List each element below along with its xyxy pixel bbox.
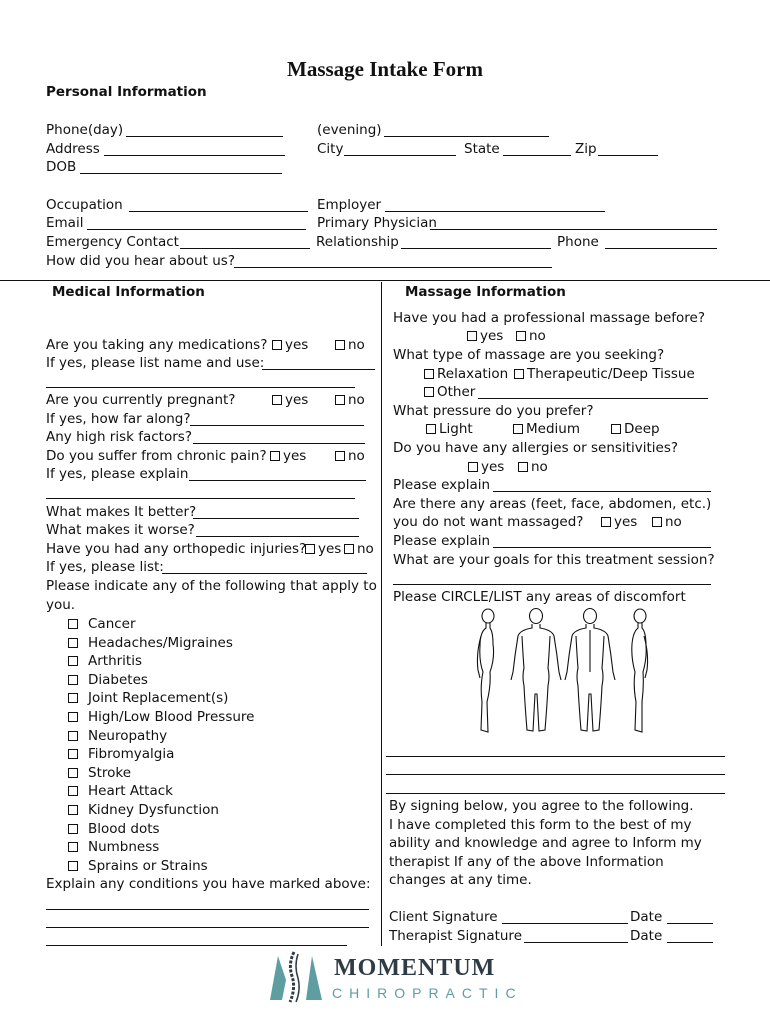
better-label: What makes It better? <box>46 504 197 520</box>
condition-item[interactable] <box>68 690 228 707</box>
city-field[interactable] <box>344 155 456 156</box>
therapist-date-field[interactable] <box>667 942 713 943</box>
checkbox-icon[interactable] <box>68 693 78 703</box>
list-name-field[interactable] <box>262 369 375 370</box>
agreement-line: By signing below, you agree to the following. <box>389 798 694 814</box>
allergies-label: Do you have any allergies or sensitivities? <box>393 440 679 456</box>
pregnant-label: Are you currently pregnant? <box>46 392 236 408</box>
areas-yes[interactable] <box>601 514 637 531</box>
medium-option[interactable] <box>513 421 580 438</box>
checkbox-icon[interactable] <box>68 619 78 629</box>
checkbox-icon[interactable] <box>424 369 434 379</box>
allergies-no[interactable] <box>518 459 548 476</box>
light-option[interactable] <box>426 421 473 438</box>
agreement-line: ability and knowledge and agree to Inform my <box>389 835 702 852</box>
please-list-field[interactable] <box>162 573 367 574</box>
checkbox-icon[interactable] <box>68 805 78 815</box>
condition-item[interactable] <box>68 709 255 726</box>
condition-item[interactable] <box>68 802 219 819</box>
relationship-label: Relationship <box>316 234 399 250</box>
yes-label: yes <box>285 337 309 353</box>
pregnant-yes[interactable] <box>272 392 308 409</box>
phone-day-field[interactable] <box>126 136 283 137</box>
checkbox-icon[interactable] <box>335 395 345 405</box>
phone-label: Phone <box>557 234 599 250</box>
client-date-field[interactable] <box>667 923 713 924</box>
employer-field[interactable] <box>385 211 605 212</box>
goals-field[interactable] <box>393 584 711 585</box>
worse-label: What makes it worse? <box>46 522 195 538</box>
indicate-label-2: you. <box>46 597 76 613</box>
occupation-field[interactable] <box>129 211 308 212</box>
medications-no[interactable] <box>335 337 365 354</box>
high-risk-label: Any high risk factors? <box>46 429 192 445</box>
dob-label: DOB <box>46 159 77 175</box>
condition-label: Stroke <box>88 764 132 781</box>
condition-item[interactable] <box>68 653 142 670</box>
type-label: What type of massage are you seeking? <box>393 347 665 363</box>
checkbox-icon[interactable] <box>68 675 78 685</box>
other-field[interactable] <box>478 398 708 399</box>
front-view-figure-icon <box>511 609 561 732</box>
areas-label-2: you do not want massaged? <box>393 514 584 530</box>
had-before-no[interactable] <box>516 328 546 345</box>
checkbox-icon[interactable] <box>68 768 78 778</box>
condition-label: Arthritis <box>88 653 143 670</box>
checkbox-icon[interactable] <box>68 656 78 666</box>
condition-item[interactable] <box>68 746 174 763</box>
how-far-label: If yes, how far along? <box>46 411 191 427</box>
circle-label: Please CIRCLE/LIST any areas of discomfort <box>393 589 686 605</box>
no-label: no <box>529 328 546 344</box>
please-explain-field[interactable] <box>493 491 711 492</box>
state-field[interactable] <box>503 155 571 156</box>
light-label: Light <box>439 421 473 437</box>
condition-label: Blood dots <box>88 820 160 837</box>
address-field[interactable] <box>104 155 285 156</box>
areas-label: Are there any areas (feet, face, abdomen, etc.) <box>393 496 712 512</box>
condition-item[interactable] <box>68 821 160 838</box>
personal-heading: Personal Information <box>46 84 207 100</box>
condition-item[interactable] <box>68 672 148 689</box>
had-before-yes[interactable] <box>467 328 503 345</box>
how-far-field[interactable] <box>190 425 364 426</box>
relaxation-label: Relaxation <box>437 366 509 382</box>
no-label: no <box>348 448 365 464</box>
high-risk-field[interactable] <box>193 443 365 444</box>
explain-conditions-field-2[interactable] <box>46 927 369 928</box>
checkbox-icon[interactable] <box>68 638 78 648</box>
city-label: City <box>317 141 344 157</box>
client-signature-field[interactable] <box>502 923 628 924</box>
orthopedic-no[interactable] <box>344 541 374 558</box>
hear-about-label: How did you hear about us? <box>46 253 235 269</box>
condition-item[interactable] <box>68 765 131 782</box>
pressure-label: What pressure do you prefer? <box>393 403 594 419</box>
condition-item[interactable] <box>68 635 233 652</box>
checkbox-icon[interactable] <box>68 786 78 796</box>
condition-label: Numbness <box>88 839 160 856</box>
therapeutic-label: Therapeutic/Deep Tissue <box>527 366 695 382</box>
logo-subtitle: CHIROPRACTIC <box>332 985 523 1001</box>
condition-label: Joint Replacement(s) <box>88 690 229 707</box>
checkbox-icon[interactable] <box>68 712 78 722</box>
please-explain-label: Please explain <box>393 477 491 493</box>
condition-label: Cancer <box>88 616 136 632</box>
zip-label: Zip <box>575 141 597 157</box>
state-label: State <box>464 141 500 157</box>
primary-physician-label: Primary Physician <box>317 215 437 231</box>
checkbox-icon[interactable] <box>426 424 436 434</box>
condition-label: Sprains or Strains <box>88 857 208 874</box>
yes-label: yes <box>318 541 342 557</box>
hear-about-field[interactable] <box>234 267 552 268</box>
logo-name: MOMENTUM <box>334 955 496 981</box>
condition-label: Neuropathy <box>88 727 168 744</box>
checkbox-icon[interactable] <box>468 462 478 472</box>
form-title: Massage Intake Form <box>287 57 483 81</box>
emergency-contact-field[interactable] <box>180 248 310 249</box>
checkbox-icon[interactable] <box>513 424 523 434</box>
explain-conditions-field-3[interactable] <box>46 945 347 946</box>
checkbox-icon[interactable] <box>516 331 526 341</box>
checkbox-icon[interactable] <box>424 387 434 397</box>
condition-label: Heart Attack <box>88 783 173 800</box>
client-date-label: Date <box>630 909 663 925</box>
condition-label: Diabetes <box>88 671 148 688</box>
condition-label: Fibromyalgia <box>88 746 175 763</box>
allergies-yes[interactable] <box>468 459 504 476</box>
please-list-label: If yes, please list: <box>46 559 164 575</box>
medium-label: Medium <box>526 421 580 437</box>
checkbox-icon[interactable] <box>601 517 611 527</box>
dob-field[interactable] <box>80 173 282 174</box>
indicate-label: Please indicate any of the following that apply to <box>46 578 377 594</box>
condition-item[interactable] <box>68 858 208 875</box>
checkbox-icon[interactable] <box>467 331 477 341</box>
checkbox-icon[interactable] <box>611 424 621 434</box>
checkbox-icon[interactable] <box>68 731 78 741</box>
checkbox-icon[interactable] <box>68 861 78 871</box>
yes-label: yes <box>480 328 504 344</box>
deep-label: Deep <box>624 421 660 437</box>
occupation-label: Occupation <box>46 197 123 213</box>
agreement-line: therapist If any of the above Information <box>389 853 664 870</box>
checkbox-icon[interactable] <box>68 824 78 834</box>
employer-label: Employer <box>317 197 382 213</box>
please-explain-label-2: Please explain <box>393 533 491 549</box>
relationship-field[interactable] <box>401 248 551 249</box>
checkbox-icon[interactable] <box>335 340 345 350</box>
back-view-figure-icon <box>565 609 615 732</box>
condition-item[interactable] <box>68 839 159 856</box>
condition-item[interactable] <box>68 728 167 745</box>
checkbox-icon[interactable] <box>518 462 528 472</box>
no-label: no <box>357 541 374 557</box>
other-label: Other <box>437 384 476 400</box>
condition-label: Kidney Dysfunction <box>88 802 219 818</box>
massage-heading: Massage Information <box>405 284 566 300</box>
deep-option[interactable] <box>611 421 660 438</box>
explain-label: If yes, please explain <box>46 466 189 482</box>
orthopedic-yes[interactable] <box>305 541 341 558</box>
no-label: no <box>665 514 682 530</box>
no-label: no <box>348 392 365 408</box>
yes-label: yes <box>285 392 309 408</box>
yes-label: yes <box>283 448 307 464</box>
checkbox-icon[interactable] <box>335 451 345 461</box>
momentum-logo-icon <box>268 950 324 1004</box>
medications-yes[interactable] <box>272 337 308 354</box>
condition-label: Headaches/Migraines <box>88 634 233 651</box>
evening-field[interactable] <box>384 136 549 137</box>
chronic-pain-label: Do you suffer from chronic pain? <box>46 448 267 464</box>
relaxation-option[interactable] <box>424 366 508 383</box>
email-field[interactable] <box>87 229 306 230</box>
agreement-line: I have completed this form to the best of my <box>389 816 692 833</box>
orthopedic-label: Have you had any orthopedic injuries? <box>46 541 307 557</box>
checkbox-icon[interactable] <box>270 451 280 461</box>
email-label: Email <box>46 215 84 231</box>
checkbox-icon[interactable] <box>652 517 662 527</box>
chronic-pain-no[interactable] <box>335 448 365 465</box>
no-label: no <box>348 337 365 353</box>
please-explain-field-2[interactable] <box>493 547 711 548</box>
section-divider <box>0 280 770 281</box>
phone-field[interactable] <box>605 248 717 249</box>
phone-day-label: Phone(day) <box>46 122 124 138</box>
areas-no[interactable] <box>652 514 682 531</box>
checkbox-icon[interactable] <box>68 842 78 852</box>
worse-field[interactable] <box>196 536 359 537</box>
therapist-signature-field[interactable] <box>524 942 628 943</box>
discomfort-field[interactable] <box>386 756 725 757</box>
yes-label: yes <box>481 459 505 475</box>
emergency-contact-label: Emergency Contact <box>46 234 179 250</box>
list-name-field-2[interactable] <box>46 387 355 388</box>
had-before-label: Have you had a professional massage before? <box>393 310 705 326</box>
goals-label: What are your goals for this treatment session? <box>393 552 715 568</box>
condition-label: High/Low Blood Pressure <box>88 709 255 725</box>
condition-item[interactable] <box>68 783 173 800</box>
checkbox-icon[interactable] <box>272 395 282 405</box>
client-signature-label: Client Signature <box>389 909 498 925</box>
medical-heading: Medical Information <box>52 284 205 300</box>
yes-label: yes <box>614 514 638 530</box>
explain-field[interactable] <box>189 480 366 481</box>
checkbox-icon[interactable] <box>305 544 315 554</box>
explain-field-2[interactable] <box>46 498 355 499</box>
primary-physician-field[interactable] <box>430 229 717 230</box>
discomfort-field-3[interactable] <box>386 793 725 794</box>
better-field[interactable] <box>193 518 359 519</box>
therapist-date-label: Date <box>630 928 663 944</box>
checkbox-icon[interactable] <box>344 544 354 554</box>
explain-conditions-field[interactable] <box>46 909 369 910</box>
column-divider <box>381 282 382 946</box>
no-label: no <box>531 459 548 475</box>
pregnant-no[interactable] <box>335 392 365 409</box>
body-diagram[interactable] <box>466 606 662 736</box>
discomfort-field-2[interactable] <box>386 774 725 775</box>
address-label: Address <box>46 141 100 157</box>
list-name-label: If yes, please list name and use: <box>46 355 265 371</box>
side-view-figure-icon-2 <box>632 609 648 732</box>
zip-field[interactable] <box>598 155 658 156</box>
agreement-line: changes at any time. <box>389 872 532 889</box>
condition-item[interactable] <box>68 616 136 633</box>
therapist-signature-label: Therapist Signature <box>389 928 522 944</box>
other-option[interactable] <box>424 384 475 401</box>
checkbox-icon[interactable] <box>68 749 78 759</box>
therapeutic-option[interactable] <box>514 366 695 383</box>
chronic-pain-yes[interactable] <box>270 448 306 465</box>
checkbox-icon[interactable] <box>272 340 282 350</box>
explain-conditions-label: Explain any conditions you have marked above: <box>46 876 371 892</box>
medications-label: Are you taking any medications? <box>46 337 268 353</box>
evening-label: (evening) <box>317 122 382 138</box>
checkbox-icon[interactable] <box>514 369 524 379</box>
side-view-figure-icon <box>477 609 494 732</box>
